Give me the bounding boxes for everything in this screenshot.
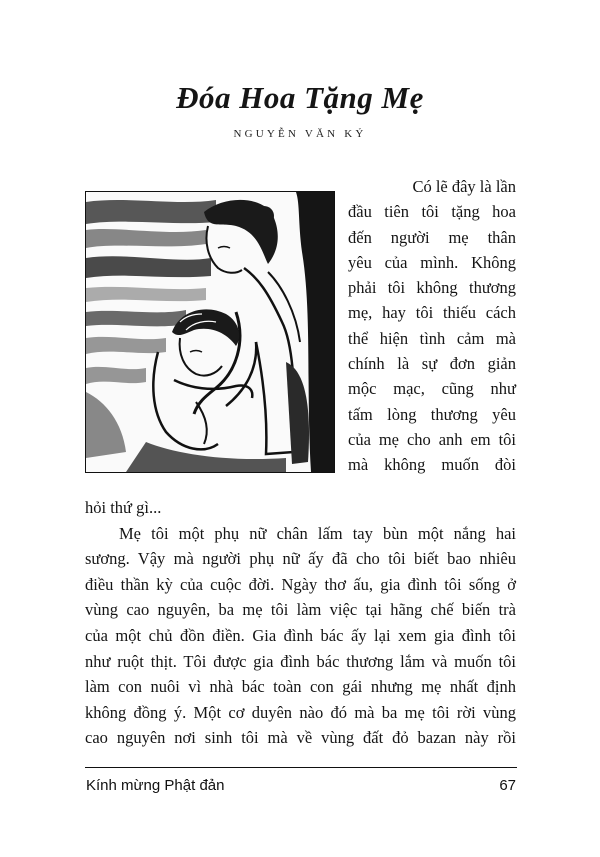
article-author: NGUYỄN VĂN KỶ	[233, 128, 367, 140]
page-number: 67	[499, 777, 516, 794]
text-line: sương. Vậy mà người phụ nữ ấy đã cho tôi biết bao nhiêu	[85, 549, 516, 569]
text-line: điều thần kỳ của cuộc đời. Ngày thơ ấu, gia đình tôi sống ở	[85, 574, 516, 594]
side-paragraph	[348, 174, 516, 478]
text-line: thể hiện tình cảm mà	[348, 328, 516, 348]
text-line: đến người mẹ thân	[348, 227, 516, 247]
text-line: Mẹ tôi một phụ nữ chân lấm tay bùn một nắng hai	[119, 523, 516, 543]
text-line: chính là sự đơn giản	[348, 354, 516, 374]
text-line: của một chủ đồn điền. Gia đình bác ấy lại xem gia đình tôi	[85, 625, 516, 645]
text-line: phải tôi không thương	[348, 278, 516, 298]
text-line: mẹ, hay tôi thiếu cách	[348, 303, 516, 323]
text-line: mộc mạc, cũng như	[348, 379, 516, 399]
text-line: đầu tiên tôi tặng hoa	[348, 202, 516, 222]
body-paragraph	[85, 495, 516, 751]
text-line: của mẹ cho anh em tôi	[348, 429, 516, 449]
text-line: không đồng ý. Một cơ duyên nào đó mà ba mẹ tôi rời vùng	[85, 702, 516, 722]
text-line: hỏi thứ gì...	[85, 498, 162, 517]
text-line: cao nguyên nơi sinh tôi mà về vùng đất đỏ bazan này rồi	[85, 728, 516, 748]
footer-divider	[85, 767, 517, 768]
text-line: vùng cao nguyên, ba mẹ tôi làm việc tại hãng chế biến trà	[85, 600, 516, 620]
text-line: mà không muốn đòi	[348, 455, 516, 475]
article-title: Đóa Hoa Tặng Mẹ	[176, 80, 424, 115]
footer-book-title: Kính mừng Phật đản	[86, 777, 225, 794]
text-line: yêu của mình. Không	[348, 252, 516, 272]
text-line: như ruột thịt. Tôi được gia đình bác thương lắm và muốn tôi	[85, 651, 516, 671]
text-line: Có lẽ đây là lần	[412, 177, 516, 196]
text-line: tấm lòng thương yêu	[348, 404, 516, 424]
mother-child-illustration	[85, 191, 335, 473]
text-line: làm con nuôi vì nhà bác toàn con gái nhưng mẹ nhất định	[85, 677, 516, 697]
